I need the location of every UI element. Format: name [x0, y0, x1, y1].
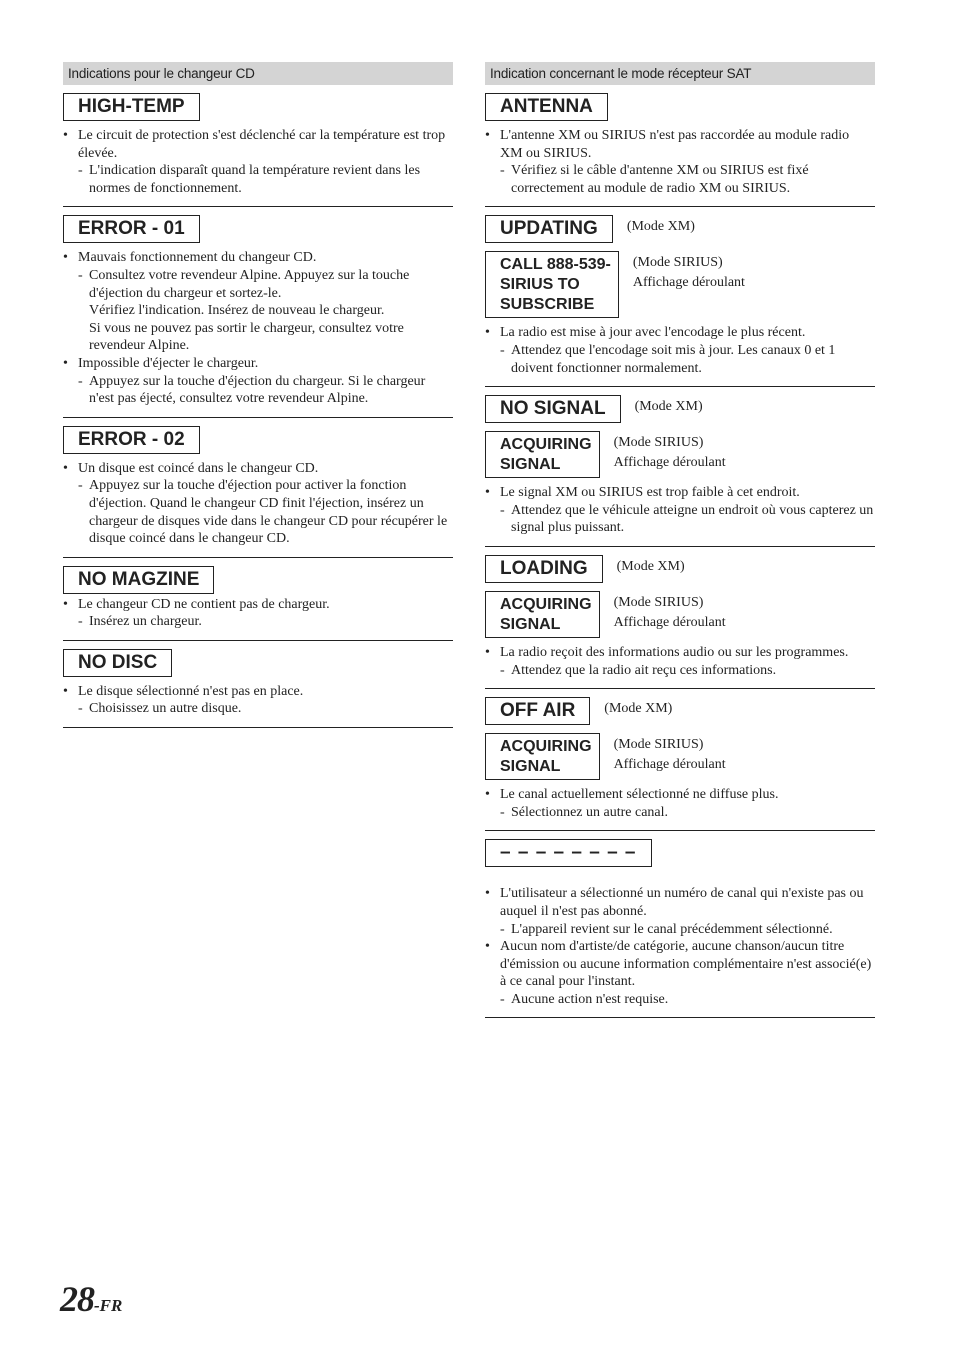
cd-changer-header: Indications pour le changeur CD: [63, 62, 453, 85]
sirius-display-line: SIGNAL: [500, 615, 561, 633]
no-disc-entry: [63, 641, 453, 728]
dashes-display: – – – – – – – –: [485, 839, 652, 867]
bullet: • Le signal XM ou SIRIUS est trop faible à cet endroit.: [485, 484, 875, 502]
page-language-suffix: -FR: [94, 1296, 123, 1315]
sirius-display-line: SUBSCRIBE: [500, 296, 595, 314]
bullet: • Impossible d'éjecter le chargeur.: [63, 355, 453, 373]
remedy: - Attendez que l'encodage soit mis à jour. Les canaux 0 et 1 doivent fonctionner normalement.: [500, 342, 875, 377]
updating-display: UPDATING: [485, 215, 613, 243]
scroll-display-label: Affichage déroulant: [613, 614, 726, 630]
high-temp-entry: [63, 85, 453, 207]
high-temp-display: HIGH-TEMP: [63, 93, 200, 121]
off-air-display: OFF AIR: [485, 697, 590, 725]
sirius-display: [485, 733, 600, 780]
bullet: • L'utilisateur a sélectionné un numéro de canal qui n'existe pas ou auquel il n'est pas abonné.: [485, 885, 875, 920]
divider: [63, 727, 453, 728]
updating-entry: [485, 207, 875, 387]
no-signal-display: NO SIGNAL: [485, 395, 621, 423]
scroll-display-label: Affichage déroulant: [613, 757, 726, 773]
remedy: - Appuyez sur la touche d'éjection du chargeur. Si le chargeur n'est pas éjecté, consultez votre revendeur Alpine.: [78, 373, 453, 408]
mode-xm-label: (Mode XM): [634, 399, 703, 415]
remedy: - Vérifiez si le câble d'antenne XM ou SIRIUS est fixé correctement au module de radio XM ou SIRIUS.: [500, 162, 875, 197]
antenna-entry: [485, 85, 875, 207]
scroll-display-label: Affichage déroulant: [632, 275, 745, 291]
error-02-entry: [63, 418, 453, 558]
mode-sirius-label: (Mode SIRIUS): [613, 435, 704, 451]
remedy-continued: Vérifiez l'indication. Insérez de nouveau le chargeur.: [89, 303, 385, 319]
no-disc-display: NO DISC: [63, 649, 172, 677]
page-number-value: 28: [60, 1279, 94, 1319]
remedy-continued: Si vous ne pouvez pas sortir le chargeur, consultez votre revendeur Alpine.: [89, 320, 404, 354]
mode-xm-label: (Mode XM): [616, 558, 685, 574]
page-number: [60, 1278, 122, 1320]
dashes-entry: [485, 831, 875, 1018]
bullet: • La radio est mise à jour avec l'encodage le plus récent.: [485, 324, 875, 342]
sirius-display: [485, 251, 619, 318]
mode-xm-label: (Mode XM): [604, 701, 673, 717]
sirius-display-line: SIGNAL: [500, 758, 561, 776]
bullet: • Aucun nom d'artiste/de catégorie, aucune chanson/aucun titre d'émission ou aucune information complémentaire n'est associé(e) à ce canal pour l'instant.: [485, 938, 875, 991]
antenna-display: ANTENNA: [485, 93, 608, 121]
error-01-entry: [63, 207, 453, 417]
loading-entry: [485, 547, 875, 689]
remedy: - Consultez votre revendeur Alpine. Appuyez sur la touche d'éjection du chargeur et sortez-le.: [78, 267, 453, 302]
remedy: - Sélectionnez un autre canal.: [500, 804, 875, 822]
sirius-display-line: SIRIUS TO: [500, 276, 580, 294]
divider: [485, 1017, 875, 1018]
error-01-display: ERROR - 01: [63, 215, 200, 243]
bullet: • Mauvais fonctionnement du changeur CD.: [63, 249, 453, 267]
no-magzine-entry: [63, 558, 453, 641]
mode-sirius-info: [614, 735, 726, 775]
bullet: • Le circuit de protection s'est déclenché car la température est trop élevée.: [63, 127, 453, 162]
no-magzine-display: NO MAGZINE: [63, 566, 214, 594]
remedy: - Aucune action n'est requise.: [500, 991, 875, 1009]
scroll-display-label: Affichage déroulant: [613, 455, 726, 471]
mode-sirius-label: (Mode SIRIUS): [613, 737, 704, 753]
error-02-display: ERROR - 02: [63, 426, 200, 454]
sat-receiver-header: Indication concernant le mode récepteur SAT: [485, 62, 875, 85]
remedy: - Appuyez sur la touche d'éjection pour activer la fonction d'éjection. Quand le changeur CD finit l'éjection, insérez un chargeur de disques vide dans le changeur CD pour récupérer le disque coincé dans le changeur CD.: [78, 477, 453, 547]
bullet: • L'antenne XM ou SIRIUS n'est pas raccordée au module radio XM ou SIRIUS.: [485, 127, 875, 162]
bullet: • Le disque sélectionné n'est pas en place.: [63, 683, 453, 701]
bullet: • Le changeur CD ne contient pas de chargeur.: [63, 596, 453, 614]
loading-display: LOADING: [485, 555, 603, 583]
mode-sirius-label: (Mode SIRIUS): [632, 255, 723, 271]
sirius-display-line: ACQUIRING: [500, 738, 592, 756]
no-signal-entry: [485, 387, 875, 547]
remedy: - Attendez que le véhicule atteigne un endroit où vous capterez un signal plus puissant.: [500, 502, 875, 537]
remedy: - Attendez que la radio ait reçu ces informations.: [500, 662, 875, 680]
remedy: - L'indication disparaît quand la température revient dans les normes de fonctionnement.: [78, 162, 453, 197]
bullet: • Un disque est coincé dans le changeur CD.: [63, 460, 453, 478]
left-column: [63, 62, 453, 728]
sirius-display: [485, 431, 600, 478]
mode-sirius-info: [633, 253, 745, 293]
sirius-display: [485, 591, 600, 638]
sirius-display-line: ACQUIRING: [500, 436, 592, 454]
mode-xm-label: (Mode XM): [626, 219, 695, 235]
mode-sirius-info: [614, 433, 726, 473]
sirius-display-line: SIGNAL: [500, 456, 561, 474]
bullet: • La radio reçoit des informations audio ou sur les programmes.: [485, 644, 875, 662]
sirius-display-line: ACQUIRING: [500, 595, 592, 613]
off-air-entry: [485, 689, 875, 831]
right-column: [485, 62, 875, 1018]
mode-sirius-info: [614, 593, 726, 633]
remedy: - L'appareil revient sur le canal précédemment sélectionné.: [500, 921, 875, 939]
sirius-display-line: CALL 888-539-: [500, 256, 611, 274]
bullet: • Le canal actuellement sélectionné ne diffuse plus.: [485, 786, 875, 804]
remedy: - Choisissez un autre disque.: [78, 700, 453, 718]
mode-sirius-label: (Mode SIRIUS): [613, 594, 704, 610]
remedy: - Insérez un chargeur.: [78, 613, 453, 631]
